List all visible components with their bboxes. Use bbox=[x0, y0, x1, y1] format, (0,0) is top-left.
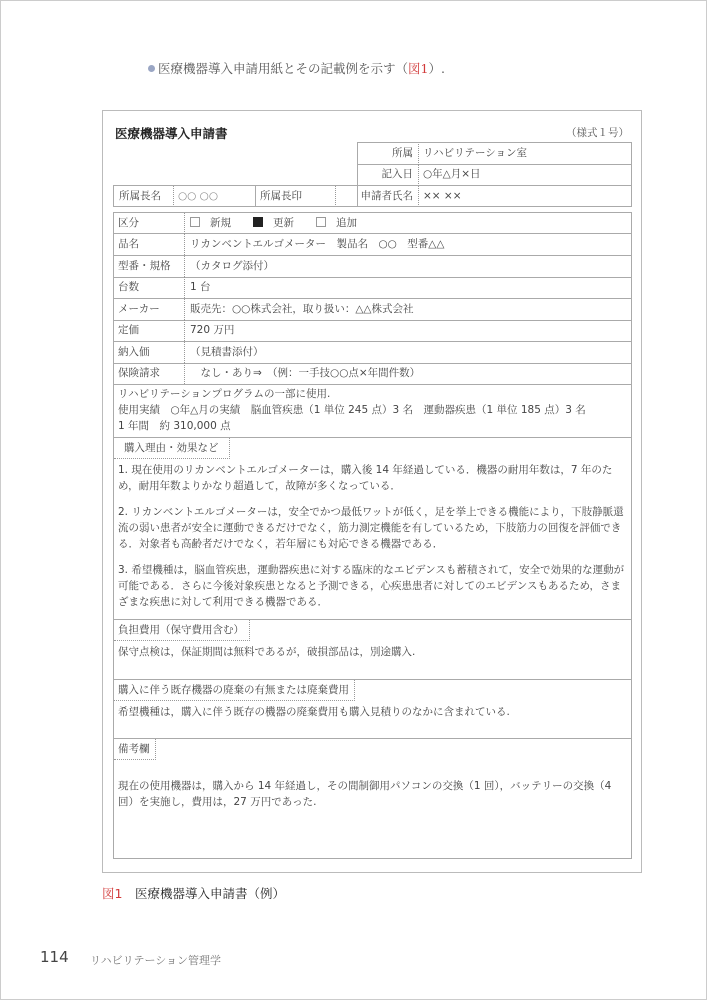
row-label: 台数 bbox=[114, 277, 185, 298]
chief-seal-box bbox=[335, 185, 358, 207]
row-value: （見積書添付） bbox=[190, 345, 264, 358]
disposal-section bbox=[113, 680, 632, 739]
form-row bbox=[113, 320, 632, 342]
form-row bbox=[113, 256, 632, 278]
intro-sentence bbox=[148, 59, 445, 77]
form-row bbox=[113, 299, 632, 321]
page-number: 114 bbox=[40, 948, 69, 966]
option-label: 新規 bbox=[210, 217, 231, 229]
category-row bbox=[113, 212, 632, 234]
applicant-value: ×× ×× bbox=[418, 185, 632, 207]
row-value: リカンベントエルゴメーター 製品名 ○○ 型番△△ bbox=[190, 238, 445, 250]
form-row bbox=[113, 363, 632, 385]
affiliation-value: リハビリテーション室 bbox=[418, 142, 632, 165]
category-options bbox=[190, 213, 379, 234]
remarks-label: 備考欄 bbox=[114, 739, 156, 760]
row-label: メーカー bbox=[114, 299, 185, 320]
form-number: （様式１号） bbox=[566, 127, 629, 139]
remarks-section bbox=[113, 739, 632, 859]
row-value: 販売先：○○株式会社，取り扱い：△△株式会社 bbox=[190, 302, 414, 315]
reason-paragraph: 1. 現在使用のリカンベントエルゴメーターは，購入後 14 年経過している．機器の耐用年数は，7 年のため，耐用年数よりかなり超過して，故障が多くなっている． bbox=[118, 464, 613, 492]
row-value: 1 台 bbox=[190, 281, 211, 293]
row-label: 型番・規格 bbox=[114, 256, 185, 277]
chief-name-value: ○○ ○○ bbox=[173, 185, 256, 207]
row-value: 720 万円 bbox=[190, 324, 235, 336]
date-label: 記入日 bbox=[357, 164, 419, 186]
figure-reference[interactable]: 図1 bbox=[408, 61, 429, 76]
insurance-line: 1 年間 約 310,000 点 bbox=[118, 420, 231, 432]
category-option[interactable] bbox=[190, 217, 231, 229]
reason-paragraph: 2. リカンベントエルゴメーターは，安全でかつ最低ワットが低く，足を挙上できる機能により，下肢静脈還流の弱い患者が安全に運動できるだけでなく，筋力測定機能を有しているため，下肢筋力の回復を評価できる．対象者も高齢者だけでなく，若年層にも対応できる機器である． bbox=[118, 506, 624, 550]
bullet-icon bbox=[148, 65, 155, 72]
row-label: 品名 bbox=[114, 234, 185, 255]
disposal-label: 購入に伴う既存機器の廃棄の有無または廃棄費用 bbox=[114, 680, 355, 701]
remarks-text: 現在の使用機器は，購入から 14 年経過し，その間制御用パソコンの交換（1 回），バッテリーの交換（4 回）を実施し，費用は，27 万円であった. bbox=[118, 780, 612, 808]
category-label: 区分 bbox=[114, 213, 185, 234]
insurance-line: リハビリテーションプログラムの一部に使用. bbox=[118, 388, 331, 400]
cost-label: 負担費用（保守費用含む） bbox=[114, 620, 250, 641]
category-option[interactable] bbox=[253, 217, 294, 229]
option-label: 更新 bbox=[273, 217, 294, 229]
reason-section bbox=[113, 438, 632, 620]
checkbox-icon[interactable] bbox=[190, 217, 200, 227]
affiliation-label: 所属 bbox=[357, 142, 419, 165]
caption-number: 図1 bbox=[102, 886, 123, 901]
cost-text: 保守点検は，保証期間は無料であるが，破損部品は，別途購入. bbox=[118, 646, 416, 658]
category-option[interactable] bbox=[316, 217, 357, 229]
caption-title: 医療機器導入申請書（例） bbox=[134, 886, 285, 901]
applicant-label: 申請者氏名 bbox=[357, 185, 419, 207]
form-row bbox=[113, 234, 632, 256]
reason-label: 購入理由・効果など bbox=[114, 438, 230, 459]
chief-seal-label: 所属長印 bbox=[255, 185, 336, 207]
form-sections bbox=[113, 384, 632, 859]
checked-box-icon[interactable] bbox=[253, 217, 263, 227]
option-label: 追加 bbox=[336, 217, 357, 229]
row-value: なし・あり⇒ （例：一手技○○点×年間件数） bbox=[190, 367, 421, 379]
form-row bbox=[113, 277, 632, 299]
form-row bbox=[113, 342, 632, 364]
disposal-text: 希望機種は，購入に伴う既存の機器の廃棄費用も購入見積りのなかに含まれている. bbox=[118, 706, 510, 718]
intro-end: ）. bbox=[428, 61, 445, 76]
date-value: ○年△月×日 bbox=[418, 164, 632, 186]
form-title: 医療機器導入申請書 bbox=[115, 126, 228, 141]
row-label: 定価 bbox=[114, 320, 185, 341]
intro-text: 医療機器導入申請用紙とその記載例を示す（ bbox=[158, 61, 409, 76]
row-label: 保険請求 bbox=[114, 363, 185, 384]
figure-caption bbox=[102, 884, 285, 902]
row-value: （カタログ添付） bbox=[190, 259, 274, 272]
chief-name-label: 所属長名 bbox=[113, 185, 174, 207]
running-title: リハビリテーション管理学 bbox=[90, 954, 222, 967]
insurance-line: 使用実績 ○年△月の実績 脳血管疾患（1 単位 245 点）3 名 運動器疾患（1 単位 185 点）3 名 bbox=[118, 404, 586, 416]
reason-paragraph: 3. 希望機種は，脳血管疾患，運動器疾患に対する臨床的なエビデンスも蓄積されて，安全で効果的な運動が可能である．さらに今後対象疾患となると予測できる，心疾患患者に対してのエビデンスもあるため，さまざまな疾患に対して利用できる機器である． bbox=[118, 564, 625, 608]
row-label: 納入価 bbox=[114, 342, 185, 363]
cost-section bbox=[113, 620, 632, 680]
insurance-detail bbox=[113, 384, 632, 438]
checkbox-icon[interactable] bbox=[316, 217, 326, 227]
